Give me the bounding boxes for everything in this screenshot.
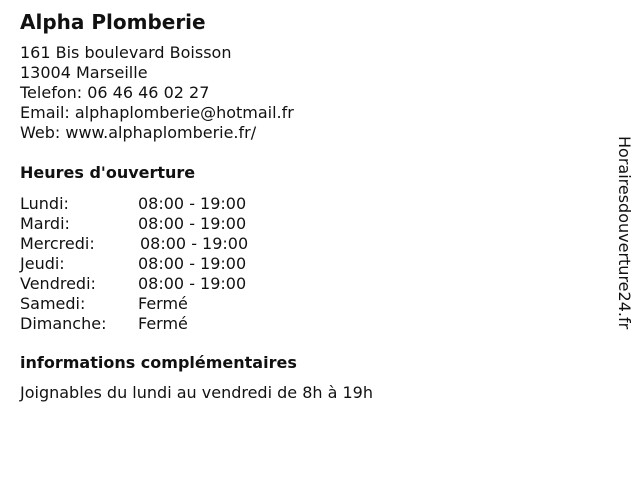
- info-heading: informations complémentaires: [20, 353, 297, 372]
- info-text: Joignables du lundi au vendredi de 8h à 19h: [20, 383, 373, 402]
- day-label: Lundi:: [20, 194, 69, 213]
- phone: Telefon: 06 46 46 02 27: [20, 83, 210, 102]
- time-value: 08:00 - 19:00: [138, 254, 247, 273]
- day-label: Mardi:: [20, 214, 70, 233]
- time-value: 08:00 - 19:00: [138, 194, 247, 213]
- time-value: 08:00 - 19:00: [138, 214, 247, 233]
- vertical-watermark: [614, 136, 634, 372]
- city: 13004 Marseille: [20, 63, 148, 82]
- time-value: 08:00 - 19:00: [140, 234, 249, 253]
- time-value: 08:00 - 19:00: [138, 274, 247, 293]
- time-value: Fermé: [138, 294, 188, 313]
- day-label: Dimanche:: [20, 314, 107, 333]
- hours-heading: Heures d'ouverture: [20, 163, 196, 182]
- email: Email: alphaplomberie@hotmail.fr: [20, 103, 294, 122]
- contact-block: [20, 43, 294, 143]
- day-label: Mercredi:: [20, 234, 95, 253]
- website: Web: www.alphaplomberie.fr/: [20, 123, 257, 142]
- time-value: Fermé: [138, 314, 188, 333]
- day-label: Samedi:: [20, 294, 86, 313]
- street-address: 161 Bis boulevard Boisson: [20, 43, 232, 62]
- business-name: Alpha Plomberie: [20, 10, 206, 34]
- day-label: Jeudi:: [20, 254, 65, 273]
- watermark-text: Horairesdouverture24.fr: [615, 136, 634, 330]
- day-label: Vendredi:: [20, 274, 96, 293]
